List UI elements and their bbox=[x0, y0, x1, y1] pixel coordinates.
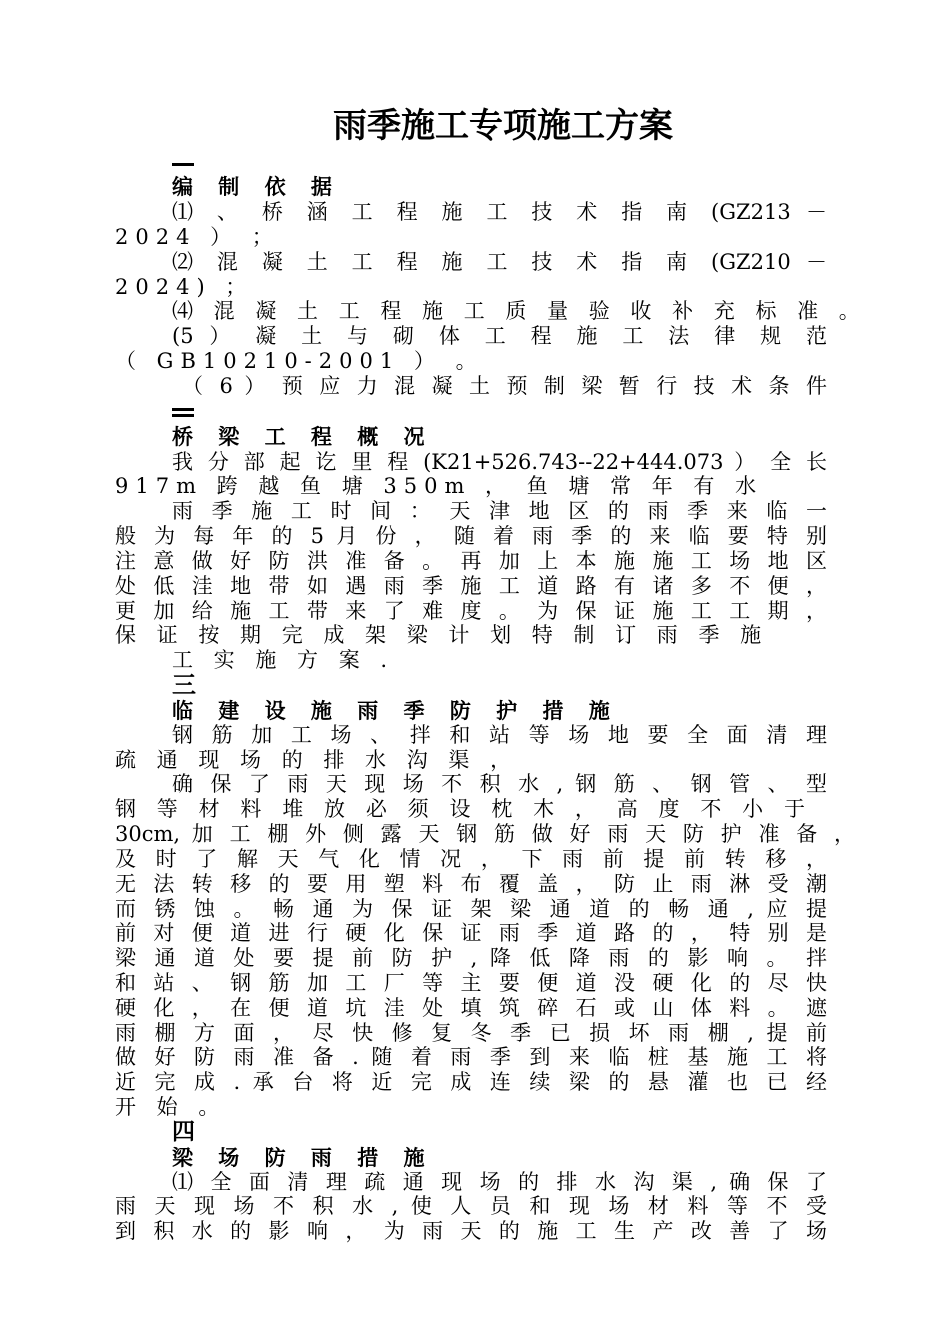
section-number-mark bbox=[172, 163, 194, 166]
text-line: 工 实 施 方 案 . bbox=[172, 648, 395, 672]
text-line: 疏 通 现 场 的 排 水 沟 渠 ， bbox=[115, 748, 519, 772]
text-line: （ GB10210-2001 ） 。 bbox=[115, 349, 484, 373]
section-number-mark bbox=[172, 414, 194, 417]
text-line: 而 锈 蚀 。 畅 通 为 保 证 架 梁 通 道 的 畅 通 , 应 提 bbox=[115, 897, 827, 921]
text-line: 开 始 。 bbox=[115, 1095, 227, 1119]
section-heading: 梁 场 防 雨 措 施 bbox=[172, 1146, 434, 1170]
text-line: 917m 跨 越 鱼 塘 350m ， 鱼 塘 常 年 有 水 bbox=[115, 474, 764, 498]
text-line: ⑷ 混 凝 土 工 程 施 工 质 量 验 收 补 充 标 准 。 bbox=[172, 299, 867, 323]
text-line: 2024 ） ； bbox=[115, 225, 280, 249]
text-line: 到 积 水 的 影 响 ， 为 雨 天 的 施 工 生 产 改 善 了 场 bbox=[115, 1219, 827, 1243]
section-heading: 桥 梁 工 程 概 况 bbox=[172, 425, 434, 449]
text-line: 2024) ； bbox=[115, 275, 254, 299]
section-number-mark bbox=[172, 408, 194, 411]
text-line: 确 保 了 雨 天 现 场 不 积 水 , 钢 筋 、 钢 管 、 型 bbox=[172, 772, 827, 796]
text-line: ⑵ 混 凝 土 工 程 施 工 技 术 指 南 (GZ210 － bbox=[172, 250, 827, 274]
text-line: 保 证 按 期 完 成 架 梁 计 划 特 制 订 雨 季 施 bbox=[115, 623, 769, 647]
text-line: (5 ） 凝 土 与 砌 体 工 程 施 工 法 律 规 范 bbox=[172, 324, 827, 348]
text-line: 雨 天 现 场 不 积 水 , 使 人 员 和 现 场 材 料 等 不 受 bbox=[115, 1194, 827, 1218]
text-line: ⑴ 、 桥 涵 工 程 施 工 技 术 指 南 (GZ213 － bbox=[172, 200, 827, 224]
text-line: 30cm, 加 工 棚 外 侧 露 天 钢 筋 做 好 雨 天 防 护 准 备 ， bbox=[115, 822, 855, 846]
document-title: 雨季施工专项施工方案 bbox=[333, 106, 673, 146]
text-line: 处 低 洼 地 带 如 遇 雨 季 施 工 道 路 有 诸 多 不 便 ， bbox=[115, 574, 827, 598]
text-line: 般 为 每 年 的 5 月 份 ， 随 着 雨 季 的 来 临 要 特 别 bbox=[115, 524, 827, 548]
text-line: 前 对 便 道 进 行 硬 化 保 证 雨 季 道 路 的 ， 特 别 是 bbox=[115, 921, 827, 945]
text-line: 我 分 部 起 讫 里 程 (K21+526.743--22+444.073 ） 全 长 bbox=[172, 450, 827, 474]
text-line: 钢 筋 加 工 场 、 拌 和 站 等 场 地 要 全 面 清 理 bbox=[172, 723, 827, 747]
text-line: 雨 季 施 工 时 间 ： 天 津 地 区 的 雨 季 来 临 一 bbox=[172, 499, 827, 523]
text-line: 雨 棚 方 面 ， 尽 快 修 复 冬 季 已 损 坏 雨 棚 , 提 前 bbox=[115, 1021, 827, 1045]
text-line: 注 意 做 好 防 洪 准 备 。 再 加 上 本 施 施 工 场 地 区 bbox=[115, 549, 827, 573]
text-line: 更 加 给 施 工 带 来 了 难 度 。 为 保 证 施 工 工 期 ， bbox=[115, 599, 827, 623]
text-line: 和 站 、 钢 筋 加 工 厂 等 主 要 便 道 没 硬 化 的 尽 快 bbox=[115, 971, 827, 995]
section-number: 三 bbox=[172, 671, 196, 699]
section-heading: 临 建 设 施 雨 季 防 护 措 施 bbox=[172, 699, 619, 723]
text-line: 近 完 成 . 承 台 将 近 完 成 连 续 梁 的 悬 灌 也 已 经 bbox=[115, 1070, 827, 1094]
section-heading: 编 制 依 据 bbox=[172, 175, 341, 199]
text-line: 无 法 转 移 的 要 用 塑 料 布 覆 盖 ， 防 止 雨 淋 受 潮 bbox=[115, 872, 827, 896]
text-line: 梁 通 道 处 要 提 前 防 护 , 降 低 降 雨 的 影 响 。 拌 bbox=[115, 946, 827, 970]
section-number bbox=[172, 152, 194, 176]
text-line: ⑴ 全 面 清 理 疏 通 现 场 的 排 水 沟 渠 , 确 保 了 bbox=[172, 1170, 827, 1194]
text-line: 及 时 了 解 天 气 化 情 况 ， 下 雨 前 提 前 转 移 ， bbox=[115, 847, 827, 871]
text-line: 做 好 防 雨 准 备 . 随 着 雨 季 到 来 临 桩 基 施 工 将 bbox=[115, 1045, 827, 1069]
section-number bbox=[172, 400, 194, 424]
section-number: 四 bbox=[172, 1119, 197, 1145]
text-line: 钢 等 材 料 堆 放 必 须 设 枕 木 ， 高 度 不 小 于 bbox=[115, 797, 805, 821]
text-line: （ 6 ） 预 应 力 混 凝 土 预 制 梁 暂 行 技 术 条 件 bbox=[182, 374, 827, 398]
text-line: 硬 化 ， 在 便 道 坑 洼 处 填 筑 碎 石 或 山 体 料 。 遮 bbox=[115, 996, 827, 1020]
